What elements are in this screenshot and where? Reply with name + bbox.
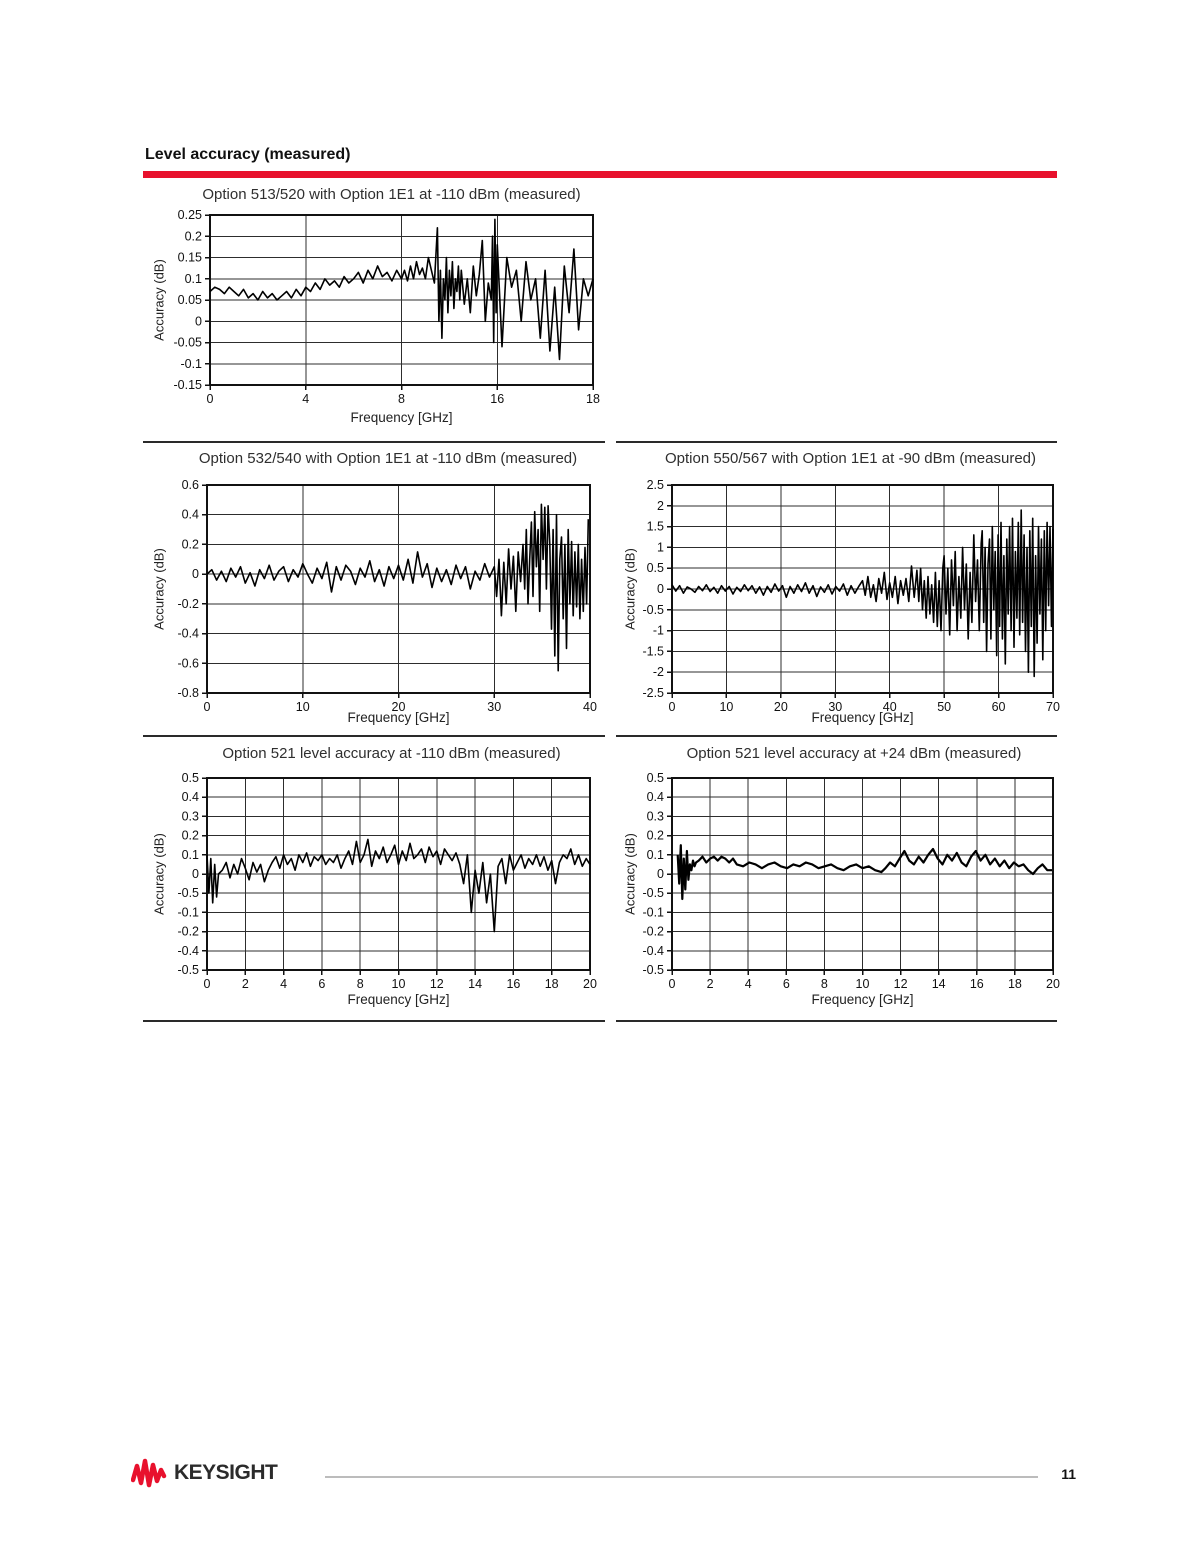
chart-option-532-540 xyxy=(143,448,609,728)
svg-text:-0.6: -0.6 xyxy=(177,656,199,671)
gridlines xyxy=(210,215,593,385)
page-title: Level accuracy (measured) xyxy=(145,146,351,163)
svg-text:16: 16 xyxy=(490,392,505,406)
data-trace xyxy=(678,845,1052,899)
chart-title: Option 550/567 with Option 1E1 at -90 dBm (measured) xyxy=(664,450,1037,467)
svg-text:20: 20 xyxy=(773,700,788,714)
svg-text:-2.5: -2.5 xyxy=(642,686,664,700)
svg-text:0: 0 xyxy=(657,867,664,881)
svg-text:0.4: 0.4 xyxy=(181,507,199,522)
svg-text:2: 2 xyxy=(657,498,664,513)
x-tick-labels xyxy=(669,977,1060,991)
x-axis-title: Frequency [GHz] xyxy=(811,710,914,725)
svg-text:-0.2: -0.2 xyxy=(177,596,199,611)
row-divider xyxy=(616,441,1057,443)
y-tick-labels xyxy=(177,773,199,977)
svg-text:-0.2: -0.2 xyxy=(642,924,664,939)
svg-text:-0.1: -0.1 xyxy=(642,905,664,920)
chart-option-521-minus110 xyxy=(143,742,609,1024)
svg-text:-0.15: -0.15 xyxy=(173,378,202,392)
svg-text:-0.4: -0.4 xyxy=(177,943,199,958)
svg-text:16: 16 xyxy=(969,977,984,991)
x-axis-title: Frequency [GHz] xyxy=(811,992,914,1007)
svg-text:-0.4: -0.4 xyxy=(642,943,664,958)
svg-text:0.2: 0.2 xyxy=(181,828,199,843)
chart-option-521-plus24 xyxy=(618,742,1060,1024)
chart-title: Option 532/540 with Option 1E1 at -110 dBm (measured) xyxy=(198,450,578,467)
svg-text:-1: -1 xyxy=(652,623,664,638)
svg-text:-0.4: -0.4 xyxy=(177,626,199,641)
svg-text:-0.5: -0.5 xyxy=(177,963,199,977)
svg-text:6: 6 xyxy=(782,977,790,991)
plot-area xyxy=(160,773,600,995)
svg-text:0.6: 0.6 xyxy=(181,480,199,492)
plot-area xyxy=(160,480,600,718)
x-tick-labels xyxy=(207,392,600,406)
x-axis-title: Frequency [GHz] xyxy=(347,992,450,1007)
y-tick-labels xyxy=(174,210,203,392)
gridlines xyxy=(672,778,1053,970)
svg-text:0: 0 xyxy=(668,977,676,991)
y-tick-labels xyxy=(177,480,199,700)
svg-text:-0.1: -0.1 xyxy=(177,905,199,920)
svg-text:1.5: 1.5 xyxy=(646,519,664,534)
svg-text:4: 4 xyxy=(302,392,310,406)
svg-text:0.2: 0.2 xyxy=(184,229,202,244)
svg-text:16: 16 xyxy=(506,977,521,991)
svg-text:10: 10 xyxy=(295,700,310,714)
chart-svg xyxy=(160,773,600,995)
svg-text:0.3: 0.3 xyxy=(646,809,664,824)
tick-marks xyxy=(667,778,1053,975)
y-axis-title: Accuracy (dB) xyxy=(151,548,167,630)
keysight-logo xyxy=(131,1458,277,1488)
svg-text:-0.5: -0.5 xyxy=(177,886,199,901)
page-footer xyxy=(131,1455,1076,1495)
svg-text:0.4: 0.4 xyxy=(181,790,199,805)
svg-text:0.05: 0.05 xyxy=(177,293,202,307)
chart-option-550-567 xyxy=(618,448,1060,728)
svg-text:0.3: 0.3 xyxy=(181,809,199,824)
svg-text:-0.5: -0.5 xyxy=(642,602,664,617)
chart-title: Option 513/520 with Option 1E1 at -110 dBm (measured) xyxy=(202,186,581,203)
plot-area xyxy=(622,773,1063,995)
chart-title: Option 521 level accuracy at +24 dBm (measured) xyxy=(686,745,1022,762)
svg-text:8: 8 xyxy=(820,977,828,991)
svg-text:0: 0 xyxy=(192,567,199,582)
footer-rule xyxy=(325,1476,1038,1478)
accent-bar xyxy=(143,171,1057,178)
svg-text:12: 12 xyxy=(893,977,908,991)
svg-text:0.1: 0.1 xyxy=(181,847,199,862)
plot-area xyxy=(163,210,603,410)
svg-text:12: 12 xyxy=(429,977,444,991)
keysight-spark-icon xyxy=(131,1458,167,1488)
svg-text:0.5: 0.5 xyxy=(181,773,199,785)
svg-text:20: 20 xyxy=(1046,977,1060,991)
svg-text:18: 18 xyxy=(586,392,600,406)
y-axis-title: Accuracy (dB) xyxy=(151,833,167,915)
svg-text:20: 20 xyxy=(583,977,597,991)
svg-text:0: 0 xyxy=(192,867,199,881)
svg-text:0: 0 xyxy=(195,314,202,329)
row-divider xyxy=(143,441,605,443)
y-axis-title: Accuracy (dB) xyxy=(622,548,638,630)
chart-svg xyxy=(163,210,603,410)
svg-text:10: 10 xyxy=(719,700,734,714)
svg-text:0.5: 0.5 xyxy=(646,561,664,576)
svg-text:0.1: 0.1 xyxy=(646,847,664,862)
svg-text:4: 4 xyxy=(744,977,752,991)
svg-text:50: 50 xyxy=(937,700,952,714)
gridlines xyxy=(207,778,590,970)
y-tick-labels xyxy=(642,480,664,700)
svg-text:-0.2: -0.2 xyxy=(177,924,199,939)
data-trace xyxy=(207,504,588,670)
svg-text:-0.5: -0.5 xyxy=(642,963,664,977)
tick-marks xyxy=(202,778,590,975)
row-divider xyxy=(616,735,1057,737)
svg-text:14: 14 xyxy=(468,977,483,991)
bottom-border xyxy=(616,1020,1057,1022)
x-tick-labels xyxy=(204,977,597,991)
svg-text:0.2: 0.2 xyxy=(181,537,199,552)
svg-text:-0.5: -0.5 xyxy=(642,886,664,901)
chart-svg xyxy=(622,773,1063,995)
svg-text:0.1: 0.1 xyxy=(184,271,202,286)
svg-text:18: 18 xyxy=(1007,977,1022,991)
svg-text:70: 70 xyxy=(1046,700,1060,714)
svg-text:6: 6 xyxy=(318,977,326,991)
svg-text:8: 8 xyxy=(356,977,364,991)
svg-text:4: 4 xyxy=(280,977,288,991)
svg-text:-0.05: -0.05 xyxy=(173,335,202,350)
svg-text:30: 30 xyxy=(828,700,843,714)
svg-text:2.5: 2.5 xyxy=(646,480,664,492)
svg-text:-0.8: -0.8 xyxy=(177,686,199,700)
svg-text:40: 40 xyxy=(882,700,897,714)
svg-text:10: 10 xyxy=(391,977,406,991)
page-number: 11 xyxy=(1061,1466,1076,1482)
svg-text:0: 0 xyxy=(203,700,211,714)
chart-option-513-520 xyxy=(143,183,609,435)
x-axis-title: Frequency [GHz] xyxy=(350,410,453,425)
svg-text:-0.1: -0.1 xyxy=(180,356,202,371)
svg-text:-2: -2 xyxy=(652,665,664,680)
y-tick-labels xyxy=(642,773,664,977)
svg-text:18: 18 xyxy=(544,977,559,991)
svg-text:14: 14 xyxy=(931,977,946,991)
bottom-border xyxy=(143,1020,605,1022)
svg-text:-1.5: -1.5 xyxy=(642,644,664,659)
chart-svg xyxy=(160,480,600,718)
y-axis-title: Accuracy (dB) xyxy=(151,259,167,341)
svg-text:2: 2 xyxy=(241,977,249,991)
svg-text:30: 30 xyxy=(487,700,502,714)
svg-text:10: 10 xyxy=(855,977,870,991)
row-divider xyxy=(143,735,605,737)
tick-marks xyxy=(202,485,590,698)
svg-text:2: 2 xyxy=(706,977,714,991)
x-axis-title: Frequency [GHz] xyxy=(347,710,450,725)
svg-text:8: 8 xyxy=(398,392,405,406)
svg-text:0.4: 0.4 xyxy=(646,790,664,805)
svg-text:60: 60 xyxy=(991,700,1006,714)
y-axis-title: Accuracy (dB) xyxy=(622,833,638,915)
brand-name: KEYSIGHT xyxy=(174,1461,278,1484)
svg-text:0.25: 0.25 xyxy=(177,210,202,222)
svg-text:0.2: 0.2 xyxy=(646,828,664,843)
svg-text:0.15: 0.15 xyxy=(177,250,202,265)
chart-svg xyxy=(622,480,1063,718)
svg-text:0.5: 0.5 xyxy=(646,773,664,785)
svg-text:20: 20 xyxy=(391,700,406,714)
svg-text:0: 0 xyxy=(206,392,214,406)
svg-text:40: 40 xyxy=(583,700,597,714)
svg-text:0: 0 xyxy=(203,977,211,991)
svg-text:0: 0 xyxy=(668,700,676,714)
svg-text:1: 1 xyxy=(657,540,664,555)
plot-area xyxy=(622,480,1063,718)
chart-title: Option 521 level accuracy at -110 dBm (measured) xyxy=(222,745,561,762)
svg-text:0: 0 xyxy=(657,582,664,596)
